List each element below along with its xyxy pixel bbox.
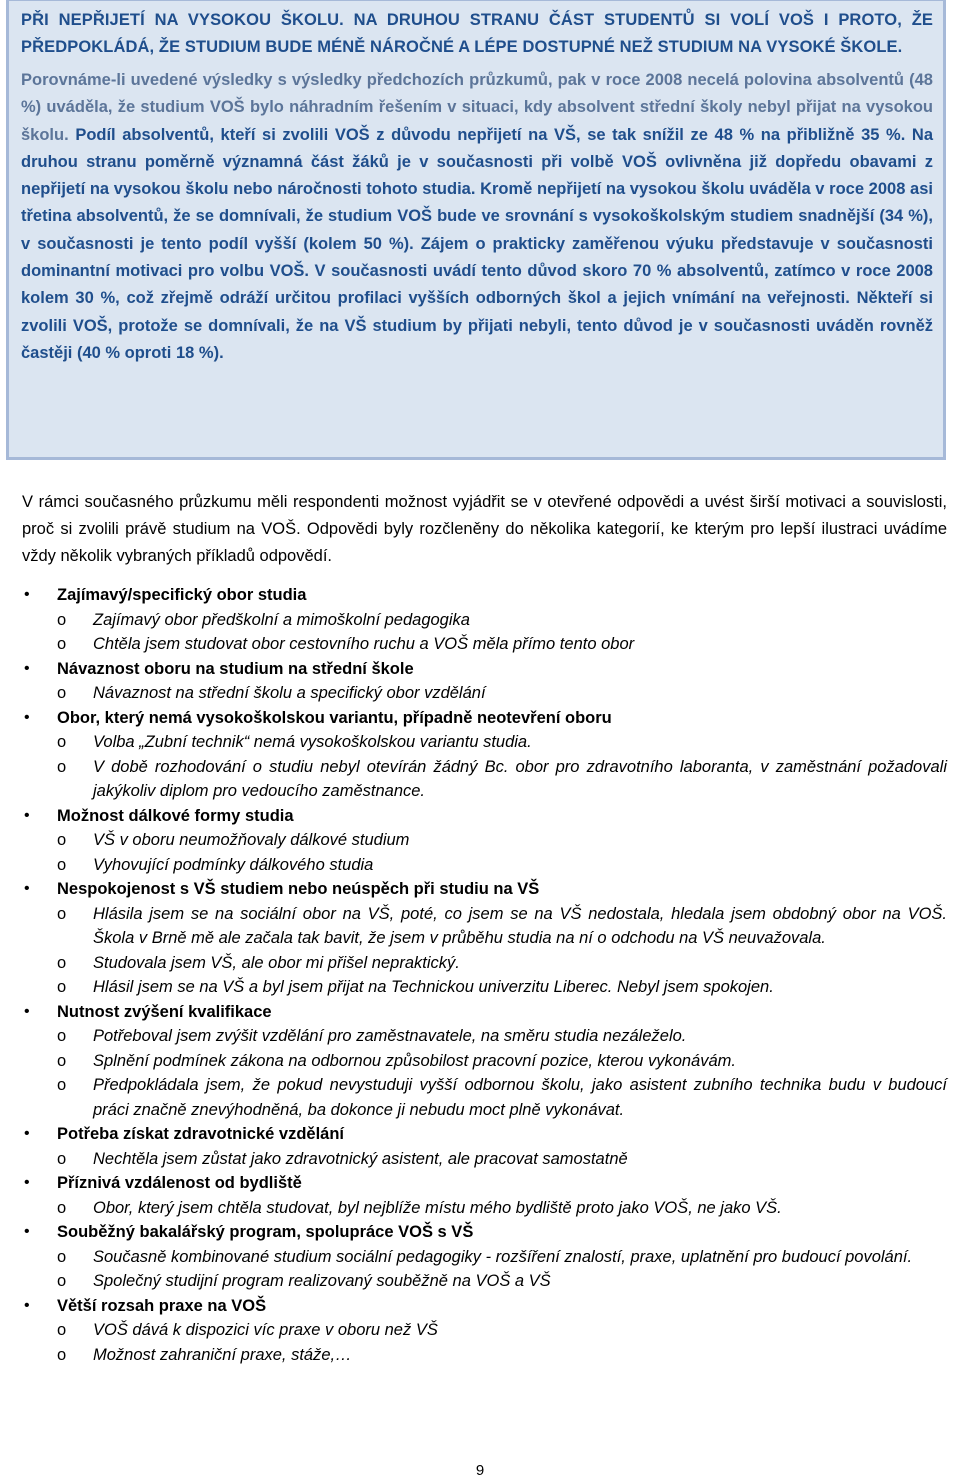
- bullet-icon: •: [24, 1125, 30, 1142]
- circle-bullet-icon: o: [57, 684, 67, 702]
- circle-bullet-icon: o: [57, 1321, 67, 1339]
- category-item: [22, 877, 947, 1000]
- example-answer-text: Vyhovující podmínky dálkového studia: [93, 855, 374, 874]
- circle-bullet-icon: o: [57, 757, 67, 776]
- circle-bullet-icon: o: [57, 953, 67, 972]
- category-title: Potřeba získat zdravotnické vzdělání: [57, 1125, 345, 1143]
- circle-bullet-icon: o: [57, 855, 67, 874]
- example-answer: [57, 1073, 947, 1122]
- category-item: [22, 1000, 947, 1123]
- example-answer-text: Hlásil jsem se na VŠ a byl jsem přijat na Technickou univerzitu Liberec. Nebyl jsem spokojen.: [93, 978, 774, 996]
- bullet-icon: •: [24, 880, 30, 897]
- example-answer: [57, 975, 947, 1000]
- example-answer: [57, 632, 947, 657]
- example-answer: [57, 1024, 947, 1049]
- example-answer: [57, 1269, 947, 1294]
- category-title: Možnost dálkové formy studia: [57, 806, 294, 825]
- example-answer: [57, 853, 947, 878]
- example-answer-text: Volba „Zubní technik“ nemá vysokoškolskou variantu studia.: [93, 733, 532, 751]
- bullet-icon: •: [24, 586, 30, 603]
- bullet-icon: •: [24, 1223, 30, 1240]
- page-number: 9: [475, 1462, 485, 1479]
- circle-bullet-icon: o: [57, 1198, 67, 1217]
- example-answer-text: VŠ v oboru neumožňovaly dálkové studium: [93, 831, 410, 849]
- circle-bullet-icon: o: [57, 904, 67, 923]
- example-answer: [57, 902, 947, 951]
- bullet-icon: •: [24, 659, 30, 677]
- category-list: [22, 583, 947, 1367]
- category-item: [22, 1294, 947, 1368]
- circle-bullet-icon: o: [57, 831, 67, 849]
- example-answer: [57, 730, 947, 755]
- example-answer: [57, 1318, 947, 1343]
- box-intro-text: PŘI NEPŘIJETÍ NA VYSOKOU ŠKOLU. NA DRUHOU STRANU ČÁST STUDENTŮ SI VOLÍ VOŠ I PROTO, ŽE PŘEDPOKLÁDÁ, ŽE STUDIUM BUDE MÉNĚ NÁROČNÉ A LÉPE DOSTUPNÉ NEŽ STUDIUM NA VYSOKÉ ŠKOLE.: [21, 11, 933, 56]
- circle-bullet-icon: o: [57, 1247, 67, 1266]
- example-answer: [57, 608, 947, 633]
- circle-bullet-icon: o: [57, 1051, 67, 1070]
- example-answer-text: Předpokládala jsem, že pokud nevystuduji vyšší odbornou školu, jako asistent zubního technika budu v budoucí práci značně znevýhodněná, ba dokonce ji nebudu moct plně vykonávat.: [93, 1076, 947, 1119]
- bullet-icon: •: [24, 1002, 30, 1020]
- bullet-icon: •: [24, 806, 30, 824]
- circle-bullet-icon: o: [57, 1076, 67, 1094]
- example-answer-text: Nechtěla jsem zůstat jako zdravotnický asistent, ale pracovat samostatně: [93, 1149, 628, 1168]
- example-answer-text: Studovala jsem VŠ, ale obor mi přišel nepraktický.: [93, 953, 460, 972]
- circle-bullet-icon: o: [57, 610, 67, 629]
- example-answer-text: Návaznost na střední školu a specifický obor vzdělání: [93, 684, 486, 702]
- circle-bullet-icon: o: [57, 733, 67, 751]
- circle-bullet-icon: o: [57, 1027, 67, 1045]
- example-answer-text: Současně kombinované studium sociální pedagogiky - rozšíření znalostí, praxe, uplatnění pro budoucí povolání.: [93, 1247, 913, 1266]
- circle-bullet-icon: o: [57, 635, 67, 653]
- example-answer-text: Splnění podmínek zákona na odbornou způsobilost pracovní pozice, kterou vykonávám.: [93, 1051, 736, 1070]
- category-item: [22, 706, 947, 804]
- example-answer-text: Obor, který jsem chtěla studovat, byl nejblíže místu mého bydliště proto jako VOŠ, ne jako VŠ.: [93, 1198, 782, 1217]
- category-item: [22, 1220, 947, 1294]
- example-answer-text: VOŠ dává k dispozici víc praxe v oboru než VŠ: [93, 1321, 438, 1339]
- circle-bullet-icon: o: [57, 1345, 67, 1364]
- example-answer-text: Potřeboval jsem zvýšit vzdělání pro zaměstnavatele, na směru studia nezáleželo.: [93, 1027, 687, 1045]
- box-paragraph-rest: Podíl absolventů, kteří si zvolili VOŠ z důvodu nepřijetí na VŠ, se tak snížil ze 48 % na přibližně 35 %. Na druhou stranu poměrně významná část žáků je v současnosti při volbě VOŠ ovlivněna již dopředu obavami z nepřijetí na vysokou školu nebo náročnosti tohoto studia. Kromě nepřijetí na vysokou školu uváděla v roce 2008 asi třetina absolventů, že se domnívali, že studium VOŠ bude ve srovnání s vysokoškolským studiem snadnější (34 %), v současnosti je tento podíl vyšší (kolem 50 %). Zájem o prakticky zaměřenou výuku představuje v současnosti dominantní motivaci pro volbu VOŠ. V současnosti uvádí tento důvod skoro 70 % absolventů, zatímco v roce 2008 kolem 30 %, což zřejmě odráží určitou profilaci vyšších odborných škol a jejich vnímání na veřejnosti. Někteří si zvolili VOŠ, protože se domnívali, že na VŠ studium by přijati nebyli, tento důvod je v současnosti uváděn rovněž častěji (40 % oproti 18 %).: [21, 125, 934, 362]
- category-title: Návaznost oboru na studium na střední škole: [57, 659, 414, 678]
- example-answer: [57, 1245, 947, 1270]
- example-answer-text: Zajímavý obor předškolní a mimoškolní pedagogika: [93, 610, 470, 629]
- bullet-icon: •: [24, 708, 30, 726]
- example-answer: [57, 755, 947, 804]
- example-answer: [57, 1049, 947, 1074]
- bullet-icon: •: [24, 1174, 30, 1191]
- circle-bullet-icon: o: [57, 1149, 67, 1168]
- highlight-box: [6, 0, 946, 460]
- example-answer-text: Hlásila jsem se na sociální obor na VŠ, poté, co jsem se na VŠ nedostala, hledala jsem obdobný obor na VOŠ. Škola v Brně mě ale začala tak bavit, že jsem v průběhu studia na ní o odchodu na VŠ neuvažovala.: [93, 904, 947, 947]
- category-item: [22, 583, 947, 657]
- circle-bullet-icon: o: [57, 1272, 67, 1290]
- category-title: Zajímavý/specifický obor studia: [57, 586, 307, 604]
- example-answer: [57, 1196, 947, 1221]
- circle-bullet-icon: o: [57, 978, 67, 996]
- category-item: [22, 1122, 947, 1171]
- example-answer-text: Společný studijní program realizovaný souběžně na VOŠ a VŠ: [93, 1272, 551, 1290]
- body-paragraph: V rámci současného průzkumu měli respondenti možnost vyjádřit se v otevřené odpovědi a uvést širší motivaci a souvislosti, proč si zvolili právě studium na VOŠ. Odpovědi byly rozčleněny do několika kategorií, ke kterým pro lepší ilustraci uvádíme vždy několik vybraných příkladů odpovědí.: [22, 493, 947, 565]
- category-item: [22, 804, 947, 878]
- category-item: [22, 1171, 947, 1220]
- category-title: Větší rozsah praxe na VOŠ: [57, 1296, 267, 1315]
- box-paragraph-lead: Porovnáme-li uvedené výsledky s výsledky předchozích průzkumů, pak v roce 2008 necelá polovina absolventů (48 %) uváděla, že studium VOŠ bylo náhradním řešením v situaci, kdy absolvent střední školy nebyl přijat na vysokou školu.: [21, 71, 933, 144]
- example-answer-text: Chtěla jsem studovat obor cestovního ruchu a VOŠ měla přímo tento obor: [93, 635, 635, 653]
- example-answer-text: V době rozhodování o studiu nebyl otevírán žádný Bc. obor pro zdravotního laboranta, v zaměstnání požadovali jakýkoliv diplom pro vedoucího zaměstnance.: [93, 757, 947, 800]
- category-title: Souběžný bakalářský program, spolupráce VOŠ s VŠ: [57, 1223, 474, 1241]
- category-title: Obor, který nemá vysokoškolskou variantu, případně neotevření oboru: [57, 708, 612, 727]
- example-answer: [57, 681, 947, 706]
- example-answer: [57, 828, 947, 853]
- box-paragraph: [21, 67, 933, 367]
- example-answer: [57, 1343, 947, 1368]
- bullet-icon: •: [24, 1296, 30, 1314]
- example-answer: [57, 1147, 947, 1172]
- category-item: [22, 657, 947, 706]
- example-answer: [57, 951, 947, 976]
- category-title: Příznivá vzdálenost od bydliště: [57, 1174, 302, 1192]
- category-title: Nutnost zvýšení kvalifikace: [57, 1002, 272, 1021]
- example-answer-text: Možnost zahraniční praxe, stáže,…: [93, 1345, 352, 1364]
- category-title: Nespokojenost s VŠ studiem nebo neúspěch při studiu na VŠ: [57, 880, 540, 898]
